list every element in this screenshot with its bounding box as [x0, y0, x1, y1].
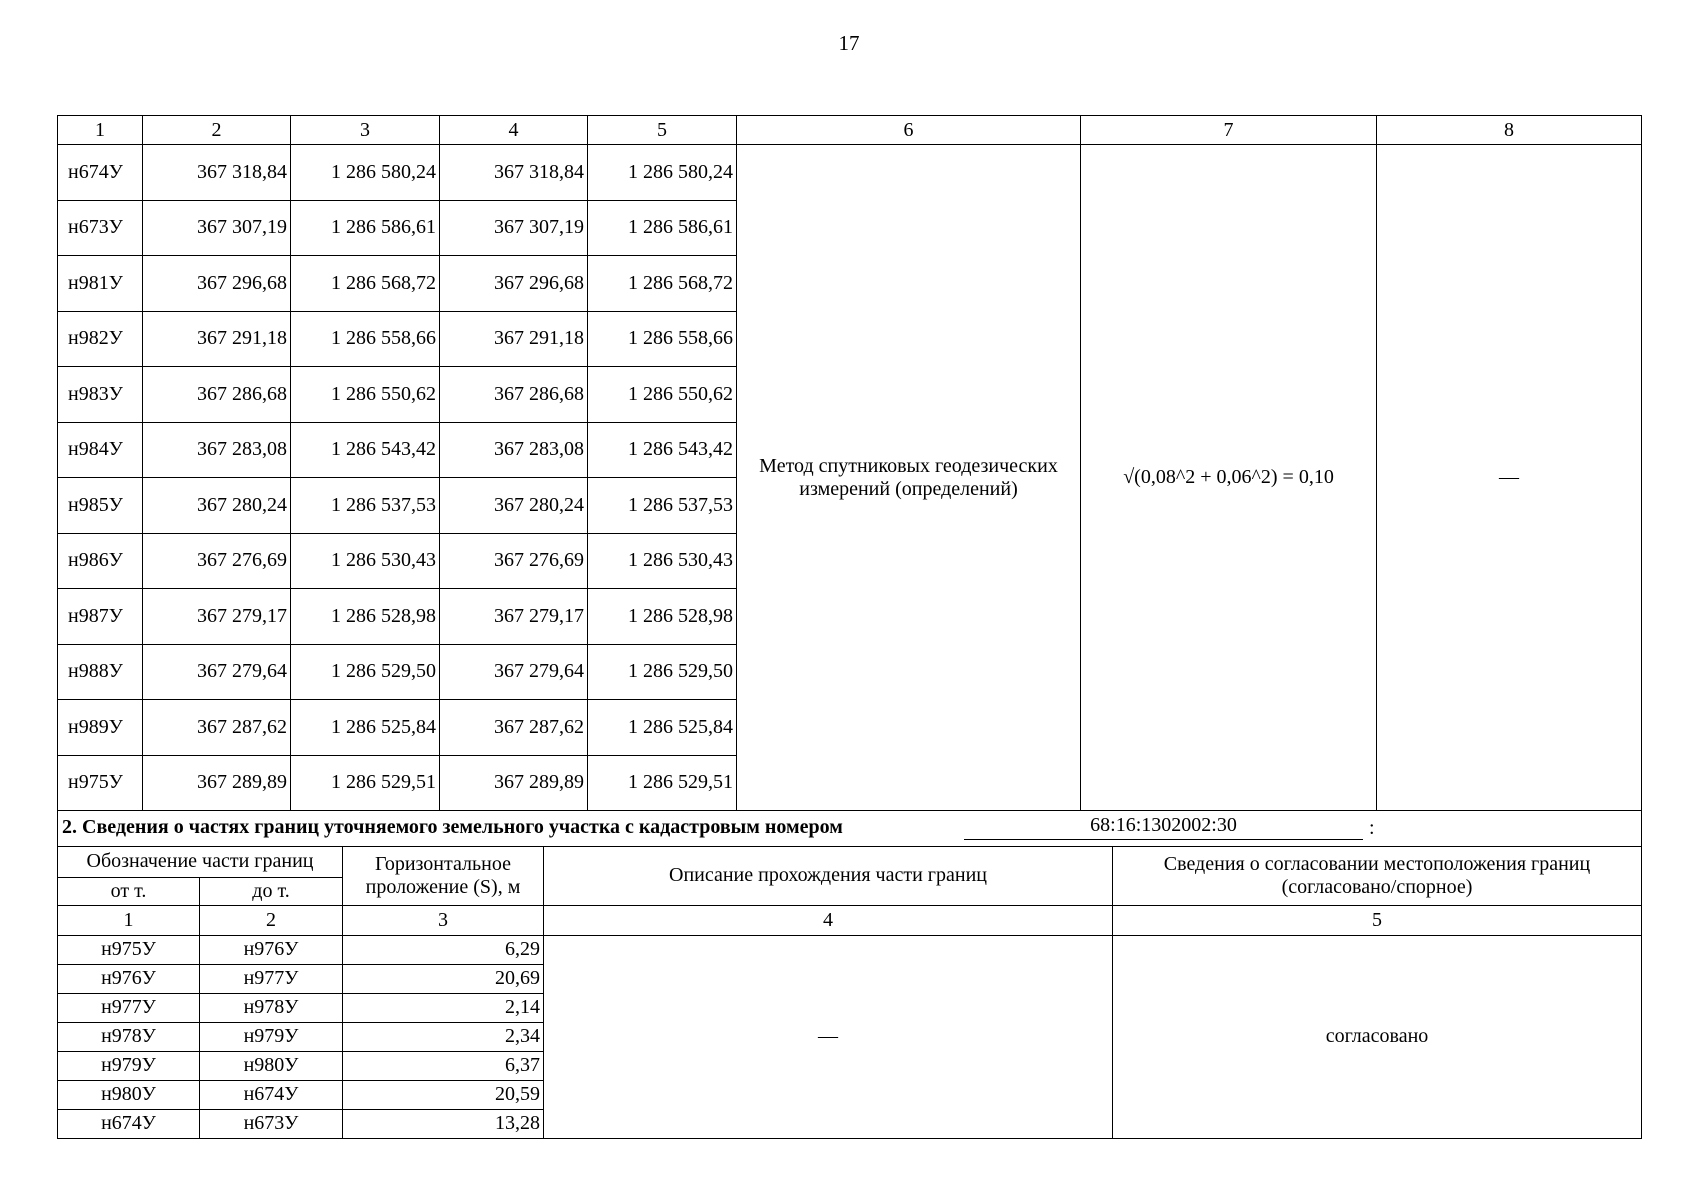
point-name: н673У: [58, 200, 143, 256]
column-number-row: [58, 116, 1642, 145]
point-name: н975У: [58, 755, 143, 811]
x-coordinate-refined: 367 291,18: [440, 311, 588, 367]
horizontal-distance: 20,59: [343, 1080, 544, 1109]
horizontal-distance-header: Горизонтальное проложение (S), м: [343, 846, 544, 905]
point-name: н988У: [58, 644, 143, 700]
y-coordinate-existing: 1 286 529,51: [291, 755, 440, 811]
x-coordinate-existing: 367 287,62: [143, 700, 291, 756]
x-coordinate-existing: 367 307,19: [143, 200, 291, 256]
column-number: 1: [58, 905, 200, 935]
y-coordinate-existing: 1 286 550,62: [291, 367, 440, 423]
y-coordinate-refined: 1 286 529,51: [588, 755, 737, 811]
y-coordinate-refined: 1 286 550,62: [588, 367, 737, 423]
y-coordinate-refined: 1 286 537,53: [588, 478, 737, 534]
table-row: [58, 935, 1642, 964]
agreement-header: Сведения о согласовании местоположения границ (согласовано/спорное): [1113, 846, 1642, 905]
y-coordinate-existing: 1 286 586,61: [291, 200, 440, 256]
x-coordinate-refined: 367 289,89: [440, 755, 588, 811]
column-number: 6: [737, 116, 1081, 145]
description-cell: —: [544, 935, 1113, 1138]
table-row: [58, 145, 1642, 201]
from-point: н674У: [58, 1109, 200, 1138]
section-title: 2. Сведения о частях границ уточняемого земельного участка с кадастровым номером: [62, 815, 843, 838]
column-number: 5: [1113, 905, 1642, 935]
point-name: н983У: [58, 367, 143, 423]
point-name: н981У: [58, 256, 143, 312]
from-point: н979У: [58, 1051, 200, 1080]
x-coordinate-refined: 367 307,19: [440, 200, 588, 256]
x-coordinate-existing: 367 286,68: [143, 367, 291, 423]
from-point: н977У: [58, 993, 200, 1022]
x-coordinate-refined: 367 279,17: [440, 589, 588, 645]
horizontal-distance: 20,69: [343, 964, 544, 993]
horizontal-distance: 6,37: [343, 1051, 544, 1080]
accuracy-cell: √(0,08^2 + 0,06^2) = 0,10: [1081, 145, 1377, 811]
horizontal-distance: 6,29: [343, 935, 544, 964]
y-coordinate-existing: 1 286 543,42: [291, 422, 440, 478]
y-coordinate-refined: 1 286 586,61: [588, 200, 737, 256]
x-coordinate-existing: 367 279,64: [143, 644, 291, 700]
boundary-parts-table: [57, 846, 1642, 1139]
x-coordinate-refined: 367 279,64: [440, 644, 588, 700]
x-coordinate-existing: 367 291,18: [143, 311, 291, 367]
y-coordinate-refined: 1 286 568,72: [588, 256, 737, 312]
point-name: н986У: [58, 533, 143, 589]
column-number: 1: [58, 116, 143, 145]
x-coordinate-refined: 367 318,84: [440, 145, 588, 201]
point-name: н989У: [58, 700, 143, 756]
agreement-cell: согласовано: [1113, 935, 1642, 1138]
x-coordinate-existing: 367 318,84: [143, 145, 291, 201]
y-coordinate-refined: 1 286 580,24: [588, 145, 737, 201]
point-name: н674У: [58, 145, 143, 201]
point-name: н987У: [58, 589, 143, 645]
trailing-colon: :: [1369, 816, 1375, 839]
x-coordinate-refined: 367 280,24: [440, 478, 588, 534]
to-point: н976У: [200, 935, 343, 964]
to-point: н674У: [200, 1080, 343, 1109]
from-point: н980У: [58, 1080, 200, 1109]
to-point: н979У: [200, 1022, 343, 1051]
y-coordinate-refined: 1 286 529,50: [588, 644, 737, 700]
x-coordinate-refined: 367 286,68: [440, 367, 588, 423]
y-coordinate-existing: 1 286 528,98: [291, 589, 440, 645]
to-point-header: до т.: [200, 877, 343, 905]
x-coordinate-existing: 367 296,68: [143, 256, 291, 312]
section-2-row: [58, 811, 1642, 847]
to-point: н980У: [200, 1051, 343, 1080]
column-number: 2: [200, 905, 343, 935]
y-coordinate-existing: 1 286 529,50: [291, 644, 440, 700]
x-coordinate-existing: 367 280,24: [143, 478, 291, 534]
from-point: н978У: [58, 1022, 200, 1051]
to-point: н673У: [200, 1109, 343, 1138]
column-number: 4: [440, 116, 588, 145]
header-row: [58, 846, 1642, 877]
x-coordinate-existing: 367 276,69: [143, 533, 291, 589]
to-point: н978У: [200, 993, 343, 1022]
point-name: н982У: [58, 311, 143, 367]
y-coordinate-existing: 1 286 568,72: [291, 256, 440, 312]
y-coordinate-existing: 1 286 580,24: [291, 145, 440, 201]
part-designation-header: Обозначение части границ: [58, 846, 343, 877]
horizontal-distance: 2,14: [343, 993, 544, 1022]
x-coordinate-refined: 367 296,68: [440, 256, 588, 312]
page-number: 17: [838, 31, 860, 55]
y-coordinate-existing: 1 286 530,43: [291, 533, 440, 589]
from-point-header: от т.: [58, 877, 200, 905]
horizontal-distance: 2,34: [343, 1022, 544, 1051]
y-coordinate-refined: 1 286 543,42: [588, 422, 737, 478]
to-point: н977У: [200, 964, 343, 993]
section-2-line: [61, 812, 1638, 846]
y-coordinate-existing: 1 286 537,53: [291, 478, 440, 534]
from-point: н976У: [58, 964, 200, 993]
y-coordinate-refined: 1 286 558,66: [588, 311, 737, 367]
y-coordinate-refined: 1 286 528,98: [588, 589, 737, 645]
method-cell: Метод спутниковых геодезических измерений (определений): [737, 145, 1081, 811]
y-coordinate-existing: 1 286 525,84: [291, 700, 440, 756]
column-number: 7: [1081, 116, 1377, 145]
y-coordinate-refined: 1 286 530,43: [588, 533, 737, 589]
section-2-cell: [58, 811, 1642, 847]
y-coordinate-refined: 1 286 525,84: [588, 700, 737, 756]
x-coordinate-existing: 367 289,89: [143, 755, 291, 811]
column-8-cell: —: [1377, 145, 1642, 811]
point-name: н985У: [58, 478, 143, 534]
column-number-row: [58, 905, 1642, 935]
document-body: [57, 115, 1641, 1139]
description-header: Описание прохождения части границ: [544, 846, 1113, 905]
column-number: 3: [343, 905, 544, 935]
column-number: 3: [291, 116, 440, 145]
x-coordinate-refined: 367 283,08: [440, 422, 588, 478]
x-coordinate-existing: 367 279,17: [143, 589, 291, 645]
coordinates-table: [57, 115, 1642, 847]
x-coordinate-existing: 367 283,08: [143, 422, 291, 478]
column-number: 5: [588, 116, 737, 145]
x-coordinate-refined: 367 287,62: [440, 700, 588, 756]
column-number: 4: [544, 905, 1113, 935]
cadastral-number: 68:16:1302002:30: [964, 812, 1363, 840]
horizontal-distance: 13,28: [343, 1109, 544, 1138]
column-number: 2: [143, 116, 291, 145]
from-point: н975У: [58, 935, 200, 964]
x-coordinate-refined: 367 276,69: [440, 533, 588, 589]
point-name: н984У: [58, 422, 143, 478]
y-coordinate-existing: 1 286 558,66: [291, 311, 440, 367]
column-number: 8: [1377, 116, 1642, 145]
